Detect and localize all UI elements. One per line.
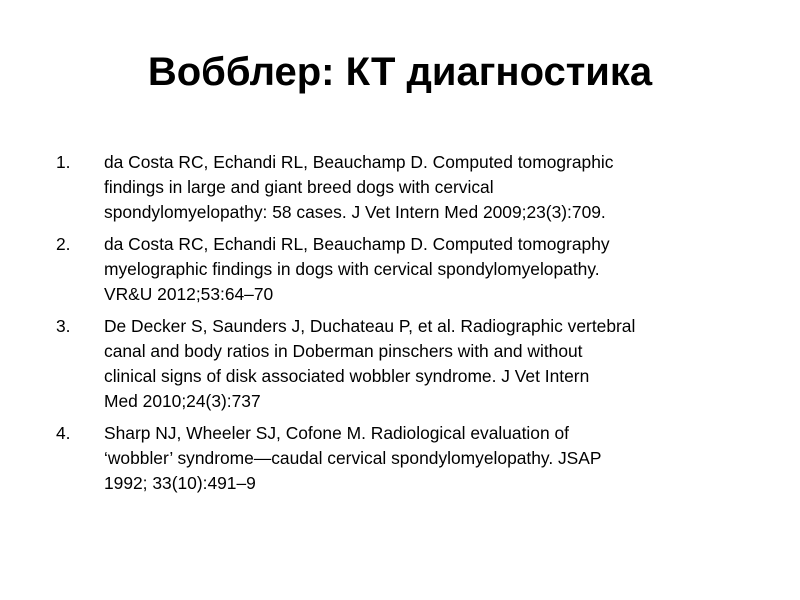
reference-text-line: VR&U 2012;53:64–70 bbox=[104, 284, 274, 304]
reference-text-line: Sharp NJ, Wheeler SJ, Cofone M. Radiological evaluation of bbox=[104, 423, 569, 443]
reference-text-line: spondylomyelopathy: 58 cases. J Vet Intern Med 2009;23(3):709. bbox=[104, 202, 606, 222]
reference-list bbox=[56, 150, 746, 503]
slide-title: Вобблер: КТ диагностика bbox=[147, 50, 653, 94]
reference-text-line: canal and body ratios in Doberman pinschers with and without bbox=[104, 341, 583, 361]
reference-text-line: da Costa RC, Echandi RL, Beauchamp D. Computed tomographic bbox=[104, 152, 614, 172]
reference-number: 4. bbox=[56, 423, 71, 443]
reference-text-line: ‘wobbler’ syndrome—caudal cervical spondylomyelopathy. JSAP bbox=[104, 448, 602, 468]
reference-text-line: De Decker S, Saunders J, Duchateau P, et al. Radiographic vertebral bbox=[104, 316, 636, 336]
reference-item bbox=[56, 314, 746, 414]
reference-text-line: findings in large and giant breed dogs with cervical bbox=[104, 177, 494, 197]
reference-text-line: da Costa RC, Echandi RL, Beauchamp D. Computed tomography bbox=[104, 234, 610, 254]
reference-item bbox=[56, 150, 746, 225]
reference-text-line: myelographic findings in dogs with cervical spondylomyelopathy. bbox=[104, 259, 600, 279]
reference-number: 2. bbox=[56, 234, 71, 254]
reference-text-line: Med 2010;24(3):737 bbox=[104, 391, 261, 411]
reference-item bbox=[56, 421, 746, 496]
reference-text-line: 1992; 33(10):491–9 bbox=[104, 473, 256, 493]
reference-number: 3. bbox=[56, 316, 71, 336]
reference-text-line: clinical signs of disk associated wobbler syndrome. J Vet Intern bbox=[104, 366, 590, 386]
reference-item bbox=[56, 232, 746, 307]
reference-number: 1. bbox=[56, 152, 71, 172]
